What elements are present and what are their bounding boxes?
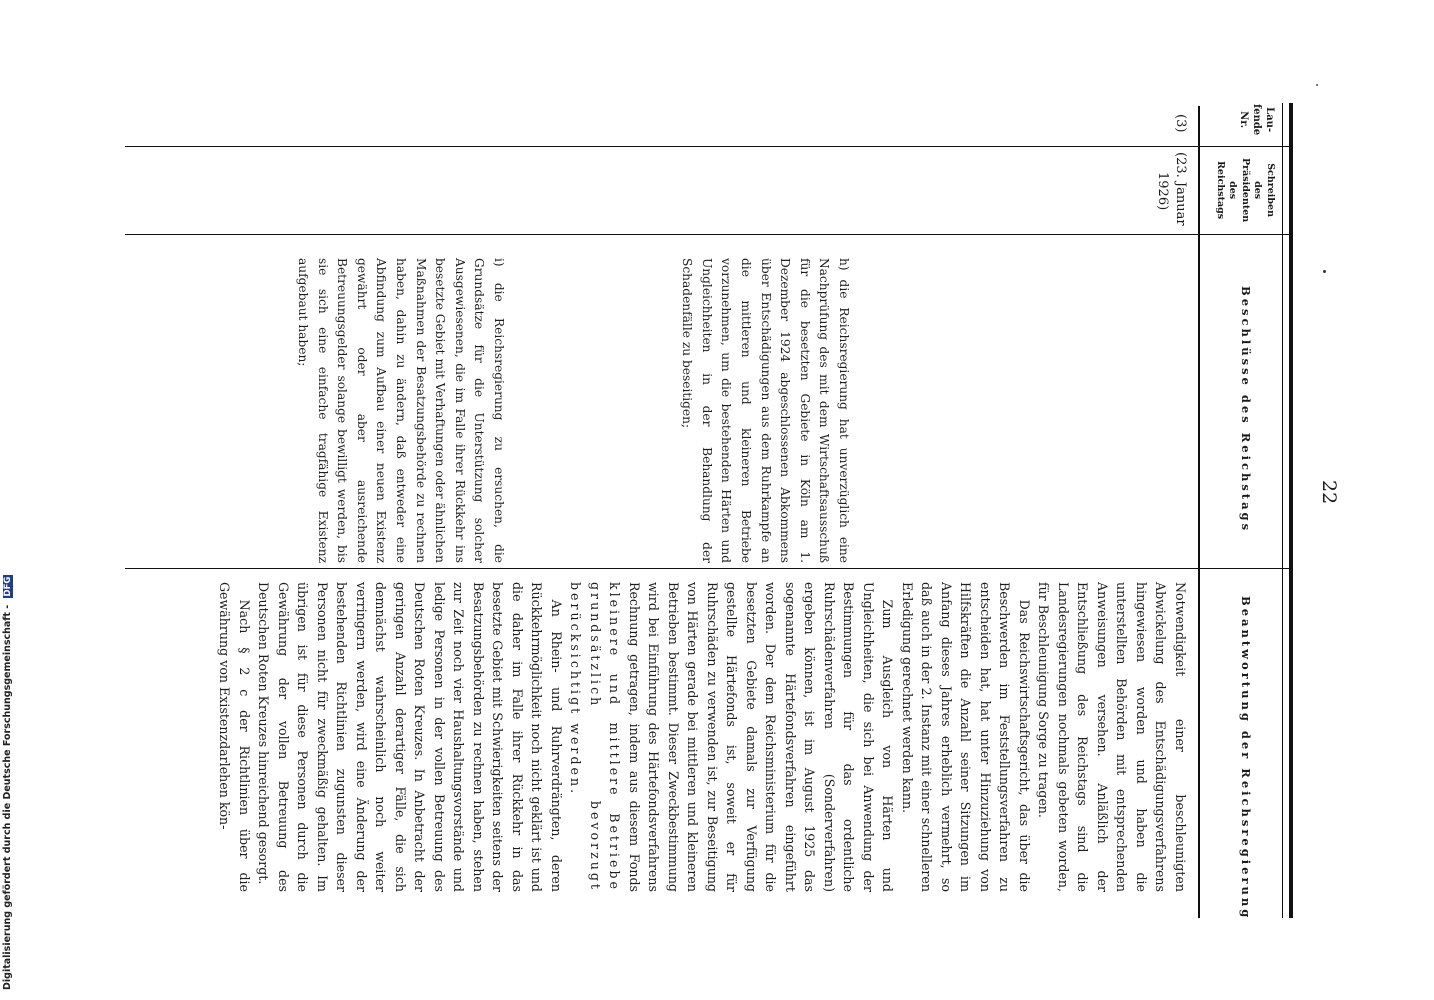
table-outer-rule-thick <box>1289 103 1293 918</box>
answer-paragraph-3-text: Zum Ausgleich von Härten und Ungleichheiten, die sich bei Anwendung der Bestimmungen für das ordentliche Ruhrschädenverfahren (Sonderverfahren) ergeben können, ist im August 1925 das sogenannte Härtefondsverfahren eingeführt worden. Der dem Reichsministerium für die besetzten Gebiete damals zur Verfügung gestellte Härtefonds ist, soweit er für Ruhrschäden zu verwenden ist, zur Beseitigung von Härten gerade bei mittleren und kleineren Betrieben bestimmt. Dieser Zweckbestimmung wird bei Einführung des Härtefondsverfahrens Rechnung getragen, indem aus diesem Fonds <box>627 582 896 892</box>
header-beantwortung: Beantwortung der Reichsregierung <box>1239 596 1253 921</box>
footer-credit <box>2 575 13 990</box>
entry-date-line1: (23. Januar <box>1173 152 1188 226</box>
scan-dot <box>1323 270 1326 273</box>
answer-text <box>130 582 1190 892</box>
column-rule-answer <box>125 568 1289 569</box>
entry-date-line2: 1926) <box>1155 172 1170 211</box>
answer-paragraph-5: Nach § 2 c der Richtlinien über die Gewährung von Existenzdarlehen kön- <box>217 582 252 892</box>
footer-credit-text: Digitalisierung gefördert durch die Deutsche Forschungsgemeinschaft - <box>2 604 13 990</box>
answer-paragraph-2: Das Reichswirtschaftsgericht, das über die Beschwerden im Feststellungsverfahren zu entscheiden hat, hat unter Hinzuziehung von Hilfskräften die Anzahl seiner Sitzungen im Anfang dieses Jahres erheblich vermehrt, so daß auch in der 2. Instanz mit einer schnelleren Erledigung gerechnet werden kann. <box>900 582 1032 892</box>
header-laufende-nr: Lau- fende Nr. <box>1238 104 1275 136</box>
answer-paragraph-3 <box>566 582 898 892</box>
resolution-h: h) die Reichsregierung hat unverzüglich eine Nachprüfung des mit dem Wirtschaftsausschuß für die besetzten Gebiete in Köln am 1. Dezember 1924 abgeschlossenen Abkommens über Entschädigungen aus dem Ruhrkampfe an die mittleren und kleineren Betriebe vorzunehmen, um die bestehenden Härten und Ungleichheiten in der Behandlung der Schadenfälle zu beseitigen; <box>680 258 851 563</box>
answer-paragraph-4: An Rhein- und Ruhrverdrängten, deren Rückkehrmöglichkeit noch nicht geklärt ist und die daher im Falle ihrer Rückkehr in das besetzte Gebiet mit Schwierigkeiten seitens der Besatzungsbehörden zu rechnen haben, stehen zur Zeit noch vier Haushaltungsvorstände und ledige Personen in der vollen Betreuung des Deutschen Roten Kreuzes. In Anbetracht der geringen Anzahl derartiger Fälle, die sich demnächst wahrscheinlich noch weiter verringern werden, wird eine Änderung der bestehenden Richtlinien zugunsten dieser Personen nicht für zweckmäßig gehalten. Im übrigen ist für diese Personen durch die Gewährung der vollen Betreuung des Deutschen Roten Kreuzes hinreichend gesorgt. <box>256 582 564 892</box>
header-beschluesse: Beschlüsse des Reichstags <box>1239 286 1253 534</box>
header-row-top-rule <box>125 146 1289 147</box>
entry-number: (3) <box>1173 114 1188 133</box>
answer-paragraph-1: Notwendigkeit einer beschleunigten Abwickelung des Entschädigungsverfahrens hingewiesen worden und haben die unterstellten Behörden mit entsprechenden Anweisungen versehen. Anläßlich der Entschließung des Reichstags sind die Landesregierungen nochmals gebeten worden, für Beschleunigung Sorge zu tragen. <box>1036 582 1188 892</box>
page-number: 22 <box>1318 480 1340 505</box>
resolution-i: i) die Reichsregierung zu ersuchen, die Grundsätze für die Unterstützung solcher Ausgewiesenen, die im Falle ihrer Rückkehr ins besetzte Gebiet mit Verhaftungen oder ähnlichen Maßnahmen der Besatzungsbehörde zu rechnen haben, dahin zu ändern, daß entweder eine Abfindung zum Aufbau einer neuen Existenz gewährt oder aber ausreichende Betreuungsgelder solange bewilligt werden, bis sie sich eine einfache tragfähige Existenz aufgebaut haben; <box>296 258 506 563</box>
header-bottom-rule <box>1198 106 1200 918</box>
header-schreiben: Schreiben des Präsidenten des Reichstags <box>1215 158 1276 223</box>
answer-emphasis: kleinere und mittlere Betriebe grundsätzlich bevorzugt berücksichtigt werden. <box>568 582 623 892</box>
column-rule-date <box>125 234 1289 235</box>
scan-dot <box>1316 84 1318 86</box>
table-outer-rule-thin <box>1282 103 1283 918</box>
dfg-logo: DFG <box>3 576 13 597</box>
